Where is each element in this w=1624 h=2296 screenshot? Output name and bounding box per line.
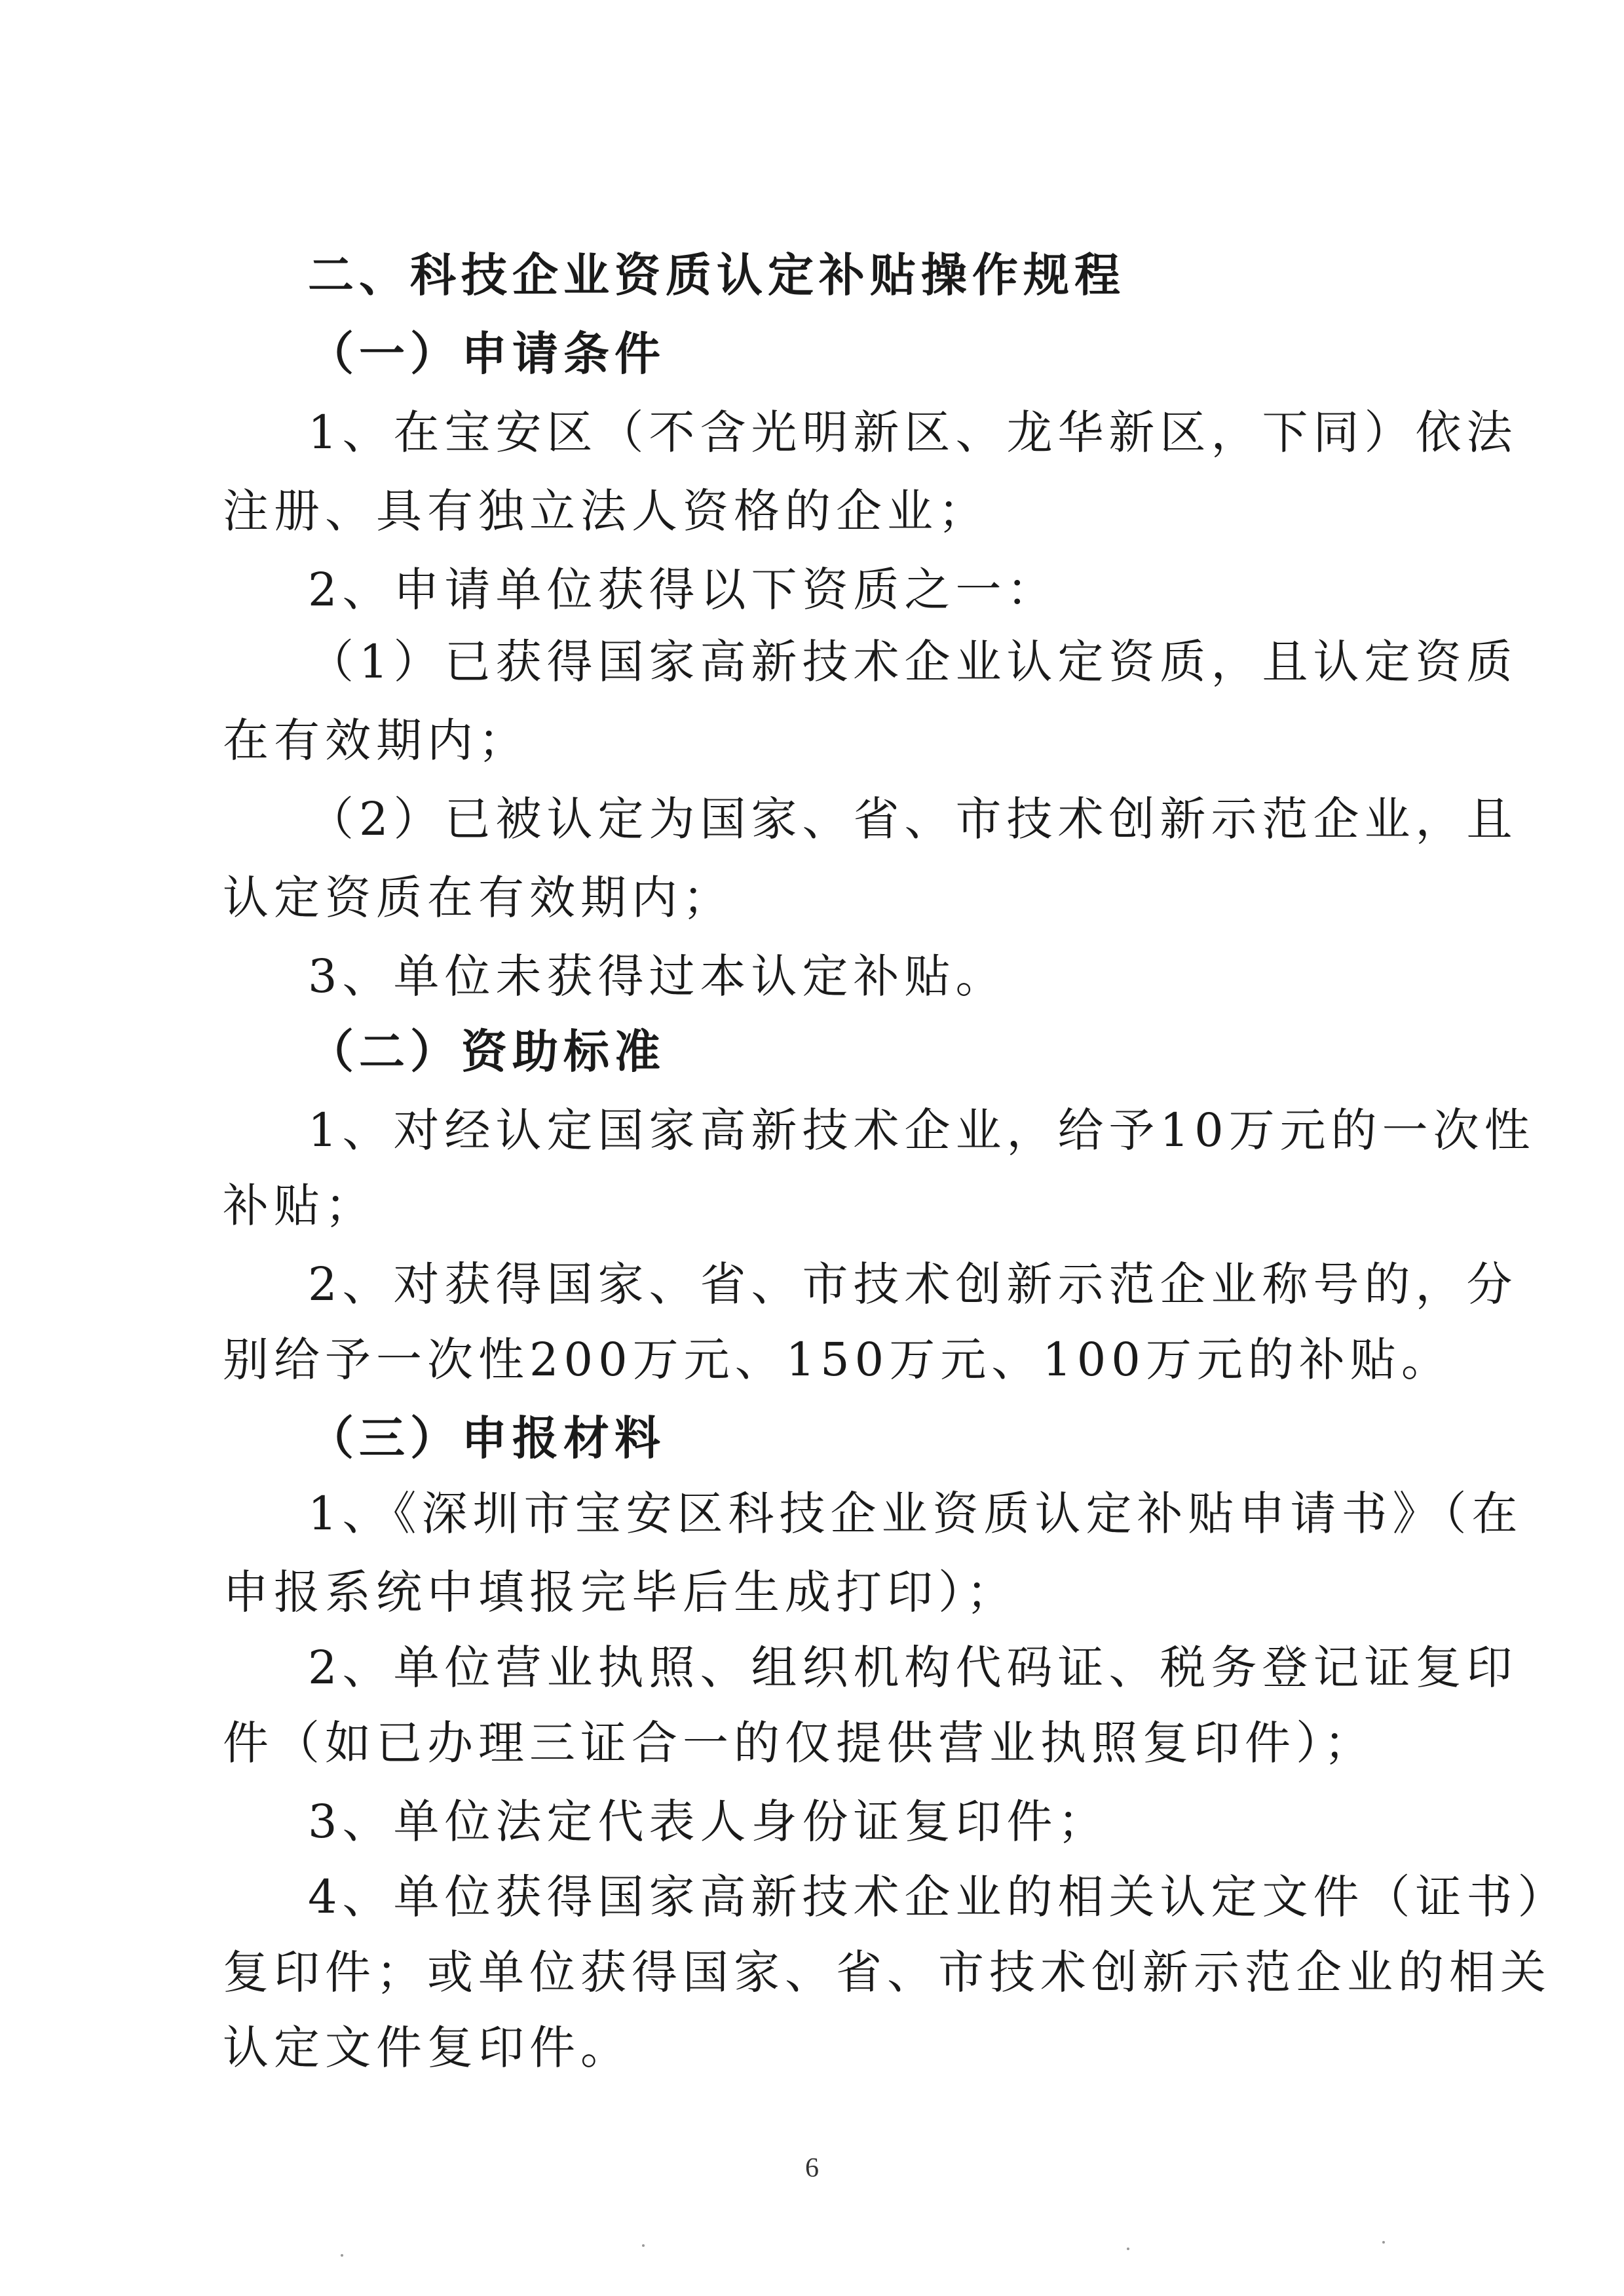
- paragraph-line: 3、单位法定代表人身份证复印件；: [308, 1795, 1109, 1848]
- subsection-title-funding-standard: （二）资助标准: [308, 1025, 666, 1079]
- paragraph-line: 申报系统中填报完毕后生成打印）；: [223, 1565, 1017, 1619]
- paragraph-line: 注册、具有独立法人资格的企业；: [223, 484, 989, 538]
- paragraph-line: 1、在宝安区（不含光明新区、龙华新区，下同）依法: [308, 406, 1518, 459]
- paragraph-line: 1、对经认定国家高新技术企业，给予10万元的一次性: [308, 1103, 1536, 1157]
- paragraph-line: 别给予一次性200万元、150万元、100万元的补贴。: [223, 1333, 1452, 1387]
- paragraph-line: 认定资质在有效期内；: [223, 871, 734, 925]
- paragraph-line: 在有效期内；: [223, 714, 529, 767]
- paragraph-line: 4、单位获得国家高新技术企业的相关认定文件（证书）: [308, 1870, 1569, 1924]
- subsection-title-application-materials: （三）申报材料: [308, 1411, 666, 1465]
- paragraph-line: 复印件；或单位获得国家、省、市技术创新示范企业的相关: [223, 1945, 1551, 1999]
- paragraph-line: 认定文件复印件。: [223, 2021, 632, 2075]
- scan-speck: [341, 2254, 343, 2257]
- scan-speck: [1127, 2248, 1129, 2250]
- paragraph-line: 补贴；: [223, 1179, 376, 1233]
- paragraph-line: （1）已获得国家高新技术企业认定资质，且认定资质: [308, 635, 1518, 689]
- paragraph-line: 2、申请单位获得以下资质之一：: [308, 563, 1058, 617]
- subsection-title-application-conditions: （一）申请条件: [308, 327, 666, 381]
- paragraph-line: 1、《深圳市宝安区科技企业资质认定补贴申请书》（在: [308, 1487, 1523, 1540]
- paragraph-line: 3、单位未获得过本认定补贴。: [308, 949, 1007, 1003]
- scan-speck: [1382, 2241, 1385, 2244]
- page-number: 6: [805, 2153, 819, 2183]
- scan-speck: [642, 2244, 645, 2247]
- paragraph-line: 2、对获得国家、省、市技术创新示范企业称号的，分: [308, 1257, 1518, 1311]
- paragraph-line: （2）已被认定为国家、省、市技术创新示范企业，且: [308, 792, 1518, 846]
- paragraph-line: 2、单位营业执照、组织机构代码证、税务登记证复印: [308, 1641, 1518, 1694]
- section-title: 二、科技企业资质认定补贴操作规程: [308, 248, 1125, 302]
- paragraph-line: 件（如已办理三证合一的仅提供营业执照复印件）；: [223, 1716, 1375, 1770]
